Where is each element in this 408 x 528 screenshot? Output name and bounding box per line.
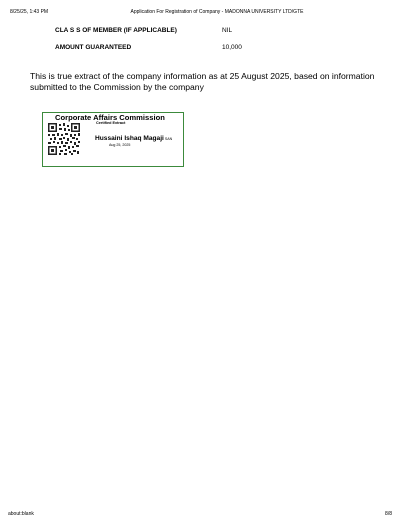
qr-code-icon [48, 123, 80, 155]
signer-name-text: Hussaini Ishaq Magaji [95, 135, 164, 142]
stamp-title: Corporate Affairs Commission [55, 113, 165, 122]
amount-guaranteed-label: AMOUNT GUARANTEED [55, 44, 132, 51]
browser-print-title: Application For Registration of Company - MADONNA UNIVERSITY LTD/GTE [130, 9, 304, 15]
footer-page-number: 8/8 [385, 511, 392, 517]
browser-print-datetime: 8/25/25, 1:43 PM [10, 9, 49, 15]
footer-url: about:blank [8, 511, 34, 517]
certification-stamp [42, 112, 184, 167]
stamp-certified-text: Certified Extract [96, 121, 126, 125]
signer-suffix: SAN [164, 137, 173, 141]
extract-statement: This is true extract of the company information as at 25 August 2025, based on information submitted to the Commission by the company [30, 71, 375, 92]
class-of-member-value: NIL [222, 27, 233, 34]
stamp-date: Aug 25, 2025 [109, 143, 131, 147]
amount-guaranteed-value: 10,000 [222, 44, 242, 51]
signer-name [95, 135, 172, 142]
class-of-member-label: CLA S S OF MEMBER (IF APPLICABLE) [55, 27, 177, 34]
